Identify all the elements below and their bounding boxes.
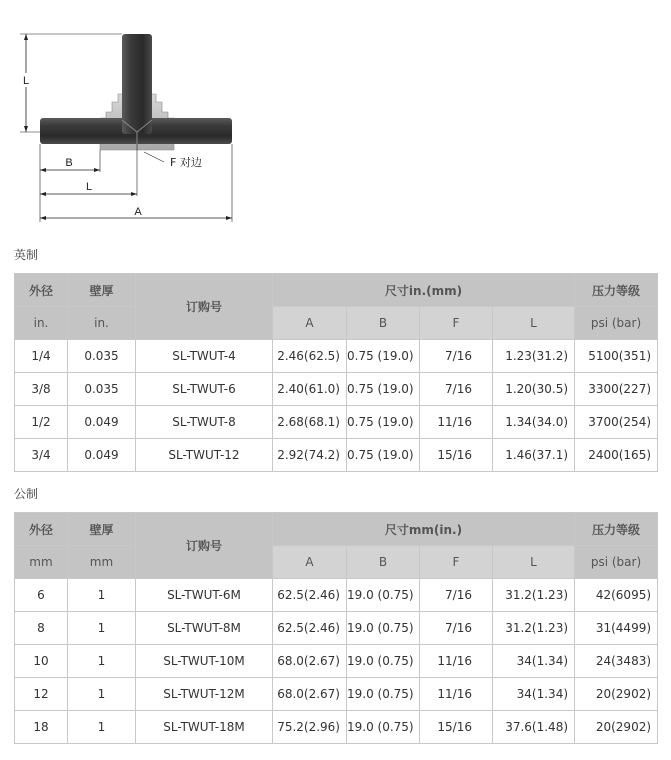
cell-F: 15/16 <box>420 711 493 744</box>
header-L: L <box>493 307 575 340</box>
cell-B: 0.75 (19.0) <box>347 340 420 373</box>
table-row <box>15 406 658 439</box>
cell-order: SL-TWUT-8 <box>136 406 273 439</box>
header-wall-unit: mm <box>68 546 136 579</box>
table-row <box>15 340 658 373</box>
tee-fitting-diagram <box>14 24 240 226</box>
cell-A: 68.0(2.67) <box>273 645 347 678</box>
cell-order: SL-TWUT-12 <box>136 439 273 472</box>
cell-wall: 1 <box>68 678 136 711</box>
header-order: 订购号 <box>136 513 273 579</box>
cell-od: 3/8 <box>15 373 68 406</box>
cell-A: 2.46(62.5) <box>273 340 347 373</box>
cell-B: 0.75 (19.0) <box>347 439 420 472</box>
cell-order: SL-TWUT-12M <box>136 678 273 711</box>
cell-A: 68.0(2.67) <box>273 678 347 711</box>
header-B: B <box>347 307 420 340</box>
cell-B: 19.0 (0.75) <box>347 579 420 612</box>
header-od: 外径 <box>15 513 68 546</box>
cell-F: 7/16 <box>420 579 493 612</box>
table-row <box>15 645 658 678</box>
cell-L: 1.46(37.1) <box>493 439 575 472</box>
cell-order: SL-TWUT-18M <box>136 711 273 744</box>
cell-L: 1.20(30.5) <box>493 373 575 406</box>
cell-F: 11/16 <box>420 678 493 711</box>
cell-L: 31.2(1.23) <box>493 579 575 612</box>
label-F: F 对边 <box>170 156 202 169</box>
cell-order: SL-TWUT-10M <box>136 645 273 678</box>
table-row <box>15 711 658 744</box>
header-pressure-unit: psi (bar) <box>575 307 658 340</box>
table-row <box>15 612 658 645</box>
cell-A: 62.5(2.46) <box>273 579 347 612</box>
cell-pressure: 5100(351) <box>575 340 658 373</box>
cell-F: 7/16 <box>420 340 493 373</box>
arrow-L-left <box>40 192 46 196</box>
header-B: B <box>347 546 420 579</box>
label-L-horizontal: L <box>85 181 93 193</box>
cell-A: 2.40(61.0) <box>273 373 347 406</box>
cell-L: 1.34(34.0) <box>493 406 575 439</box>
header-wall-unit: in. <box>68 307 136 340</box>
arrow-A-left <box>40 216 46 220</box>
header-order: 订购号 <box>136 274 273 340</box>
cell-od: 1/4 <box>15 340 68 373</box>
cell-F: 15/16 <box>420 439 493 472</box>
cell-L: 1.23(31.2) <box>493 340 575 373</box>
cell-wall: 1 <box>68 645 136 678</box>
arrow-B-right <box>94 168 100 172</box>
cell-A: 75.2(2.96) <box>273 711 347 744</box>
cell-F: 11/16 <box>420 406 493 439</box>
arrow-B-left <box>40 168 46 172</box>
cell-wall: 1 <box>68 612 136 645</box>
cell-A: 62.5(2.46) <box>273 612 347 645</box>
cell-F: 7/16 <box>420 612 493 645</box>
cell-B: 19.0 (0.75) <box>347 612 420 645</box>
cell-od: 10 <box>15 645 68 678</box>
cell-pressure: 31(4499) <box>575 612 658 645</box>
arrow-up <box>24 34 28 40</box>
header-pressure: 压力等级 <box>575 274 658 307</box>
cell-L: 34(1.34) <box>493 645 575 678</box>
header-od-unit: mm <box>15 546 68 579</box>
header-od-unit: in. <box>15 307 68 340</box>
cell-order: SL-TWUT-6 <box>136 373 273 406</box>
header-A: A <box>273 546 347 579</box>
cell-B: 19.0 (0.75) <box>347 678 420 711</box>
table-row <box>15 579 658 612</box>
vertical-pipe <box>122 34 152 134</box>
leader-F <box>144 152 164 162</box>
imperial-spec-table <box>14 273 658 472</box>
cell-wall: 0.049 <box>68 439 136 472</box>
table-row <box>15 439 658 472</box>
label-A: A <box>134 206 142 218</box>
cell-B: 19.0 (0.75) <box>347 711 420 744</box>
cell-L: 31.2(1.23) <box>493 612 575 645</box>
table-row <box>15 373 658 406</box>
label-B: B <box>65 157 73 169</box>
imperial-section-title: 英制 <box>14 248 39 262</box>
cell-F: 7/16 <box>420 373 493 406</box>
arrow-A-right <box>226 216 232 220</box>
header-wall: 壁厚 <box>68 513 136 546</box>
metric-section-title: 公制 <box>14 487 39 501</box>
header-F: F <box>420 546 493 579</box>
cell-L: 34(1.34) <box>493 678 575 711</box>
header-wall: 壁厚 <box>68 274 136 307</box>
cell-wall: 1 <box>68 711 136 744</box>
header-A: A <box>273 307 347 340</box>
cell-od: 1/2 <box>15 406 68 439</box>
cell-order: SL-TWUT-8M <box>136 612 273 645</box>
cell-order: SL-TWUT-6M <box>136 579 273 612</box>
cell-pressure: 24(3483) <box>575 645 658 678</box>
cell-B: 0.75 (19.0) <box>347 406 420 439</box>
arrow-L-right <box>131 192 137 196</box>
cell-od: 18 <box>15 711 68 744</box>
cell-od: 12 <box>15 678 68 711</box>
arrow-down <box>24 126 28 132</box>
cell-wall: 1 <box>68 579 136 612</box>
cell-pressure: 20(2902) <box>575 711 658 744</box>
cell-pressure: 2400(165) <box>575 439 658 472</box>
cell-pressure: 3300(227) <box>575 373 658 406</box>
cell-B: 19.0 (0.75) <box>347 645 420 678</box>
header-pressure-unit: psi (bar) <box>575 546 658 579</box>
cell-order: SL-TWUT-4 <box>136 340 273 373</box>
header-od: 外径 <box>15 274 68 307</box>
table-row <box>15 678 658 711</box>
cell-wall: 0.035 <box>68 373 136 406</box>
cell-od: 8 <box>15 612 68 645</box>
cell-pressure: 20(2902) <box>575 678 658 711</box>
cell-od: 6 <box>15 579 68 612</box>
cell-wall: 0.049 <box>68 406 136 439</box>
cell-A: 2.92(74.2) <box>273 439 347 472</box>
cell-F: 11/16 <box>420 645 493 678</box>
header-pressure: 压力等级 <box>575 513 658 546</box>
label-L-vertical: L <box>22 75 30 87</box>
header-dims: 尺寸in.(mm) <box>273 274 575 307</box>
metric-spec-table <box>14 512 658 744</box>
cell-L: 37.6(1.48) <box>493 711 575 744</box>
cell-A: 2.68(68.1) <box>273 406 347 439</box>
header-F: F <box>420 307 493 340</box>
cell-pressure: 42(6095) <box>575 579 658 612</box>
cell-B: 0.75 (19.0) <box>347 373 420 406</box>
cell-pressure: 3700(254) <box>575 406 658 439</box>
cell-od: 3/4 <box>15 439 68 472</box>
header-dims: 尺寸mm(in.) <box>273 513 575 546</box>
cell-wall: 0.035 <box>68 340 136 373</box>
header-L: L <box>493 546 575 579</box>
